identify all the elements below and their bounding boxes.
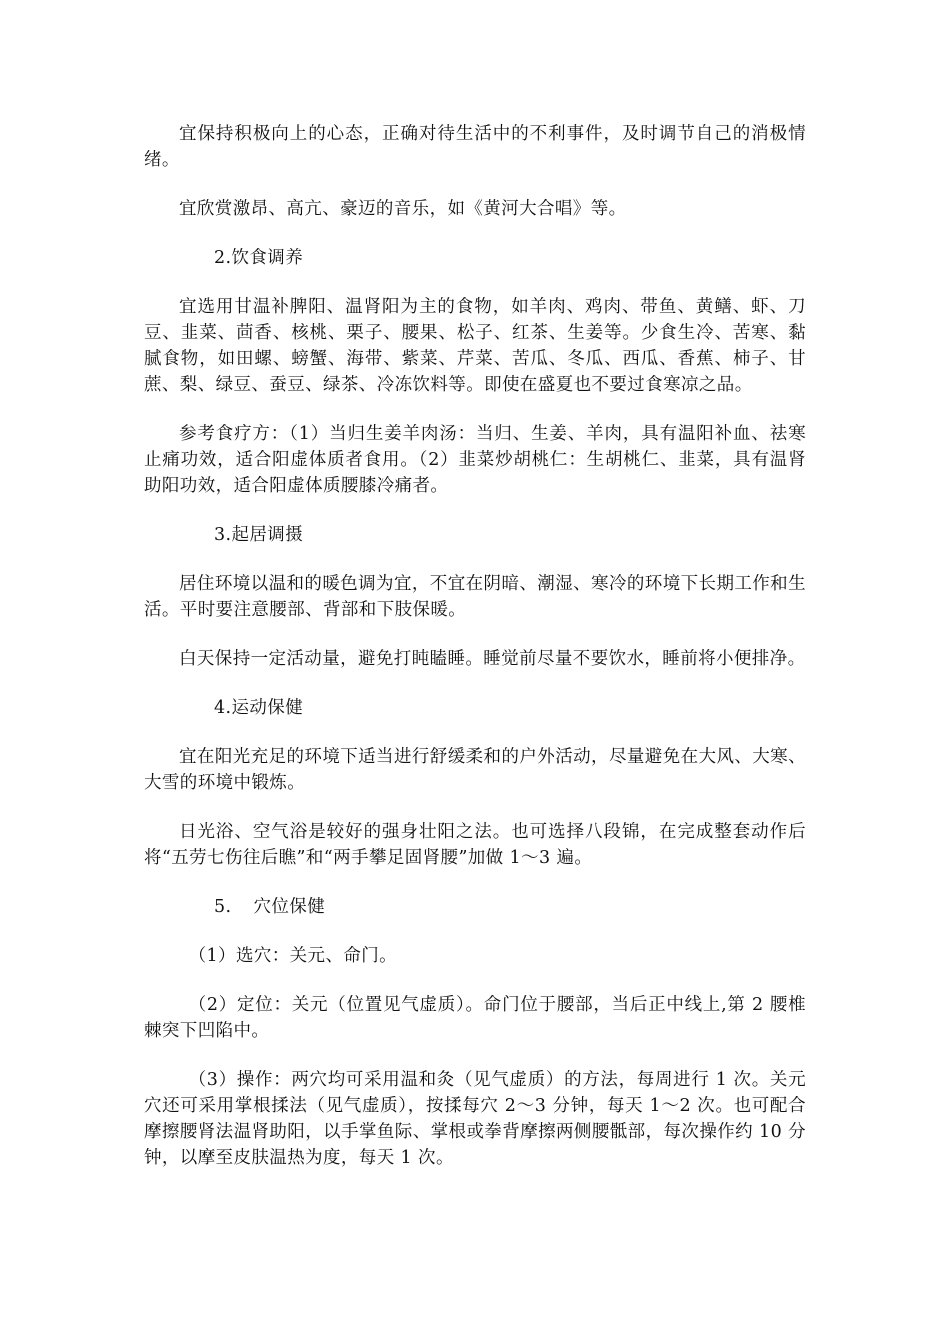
section-title: 穴位保健 bbox=[253, 897, 326, 917]
paragraph-mindset: 宜保持积极向上的心态，正确对待生活中的不利事件，及时调节自己的消极情绪。 bbox=[144, 124, 806, 170]
paragraph-baduanjin: 日光浴、空气浴是较好的强身壮阳之法。也可选择八段锦，在完成整套动作后将“五劳七伤往后瞧”和“两手攀足固肾腰”加做 1～3 遍。 bbox=[144, 822, 806, 868]
paragraph-sleep: 白天保持一定活动量，避免打盹瞌睡。睡觉前尽量不要饮水，睡前将小便排净。 bbox=[179, 649, 806, 669]
section-heading-exercise bbox=[144, 695, 806, 721]
paragraph-environment: 居住环境以温和的暖色调为宜，不宜在阴暗、潮湿、寒冷的环境下长期工作和生活。平时要注意腰部、背部和下肢保暖。 bbox=[144, 574, 806, 620]
section-number: 4. bbox=[214, 698, 232, 718]
document-page bbox=[144, 121, 806, 1194]
section-heading-diet bbox=[144, 245, 806, 271]
section-title: 运动保健 bbox=[231, 698, 304, 718]
item-select-points: （1）选穴：关元、命门。 bbox=[188, 946, 398, 966]
item-locate-points: （2）定位：关元（位置见气虚质）。命门位于腰部，当后正中线上,第 2 腰椎棘突下凹陷中。 bbox=[144, 995, 806, 1041]
paragraph-music: 宜欣赏激昂、高亢、豪迈的音乐，如《黄河大合唱》等。 bbox=[179, 199, 627, 219]
item-operation: （3）操作：两穴均可采用温和灸（见气虚质）的方法，每周进行 1 次。关元穴还可采用掌根揉法（见气虚质），按揉每穴 2～3 分钟，每天 1～2 次。也可配合摩擦腰肾法温肾助阳，以手掌鱼际、掌根或拳背摩擦两侧腰骶部，每次操作约 10 分钟，以摩至皮肤温热为度，每天 1 次。 bbox=[144, 1070, 806, 1168]
paragraph-outdoor: 宜在阳光充足的环境下适当进行舒缓柔和的户外活动，尽量避免在大风、大寒、大雪的环境中锻炼。 bbox=[144, 747, 806, 793]
section-number: 2. bbox=[214, 248, 232, 268]
section-heading-acupoint bbox=[144, 894, 806, 920]
paragraph-diet-recipes: 参考食疗方：（1）当归生姜羊肉汤：当归、生姜、羊肉，具有温阳补血、祛寒止痛功效，适合阳虚体质者食用。（2）韭菜炒胡桃仁：生胡桃仁、韭菜，具有温肾助阳功效，适合阳虚体质腰膝冷痛者。 bbox=[144, 424, 806, 496]
paragraph-diet-foods: 宜选用甘温补脾阳、温肾阳为主的食物，如羊肉、鸡肉、带鱼、黄鳝、虾、刀豆、韭菜、茴香、核桃、栗子、腰果、松子、红茶、生姜等。少食生冷、苦寒、黏腻食物，如田螺、螃蟹、海带、紫菜、芹菜、苦瓜、冬瓜、西瓜、香蕉、柿子、甘蔗、梨、绿豆、蚕豆、绿茶、冷冻饮料等。即使在盛夏也不要过食寒凉之品。 bbox=[144, 297, 806, 395]
section-number: 5. bbox=[214, 897, 232, 917]
section-title: 起居调摄 bbox=[231, 525, 304, 545]
section-title: 饮食调养 bbox=[231, 248, 304, 268]
section-heading-daily-life bbox=[144, 522, 806, 548]
section-number: 3. bbox=[214, 525, 232, 545]
